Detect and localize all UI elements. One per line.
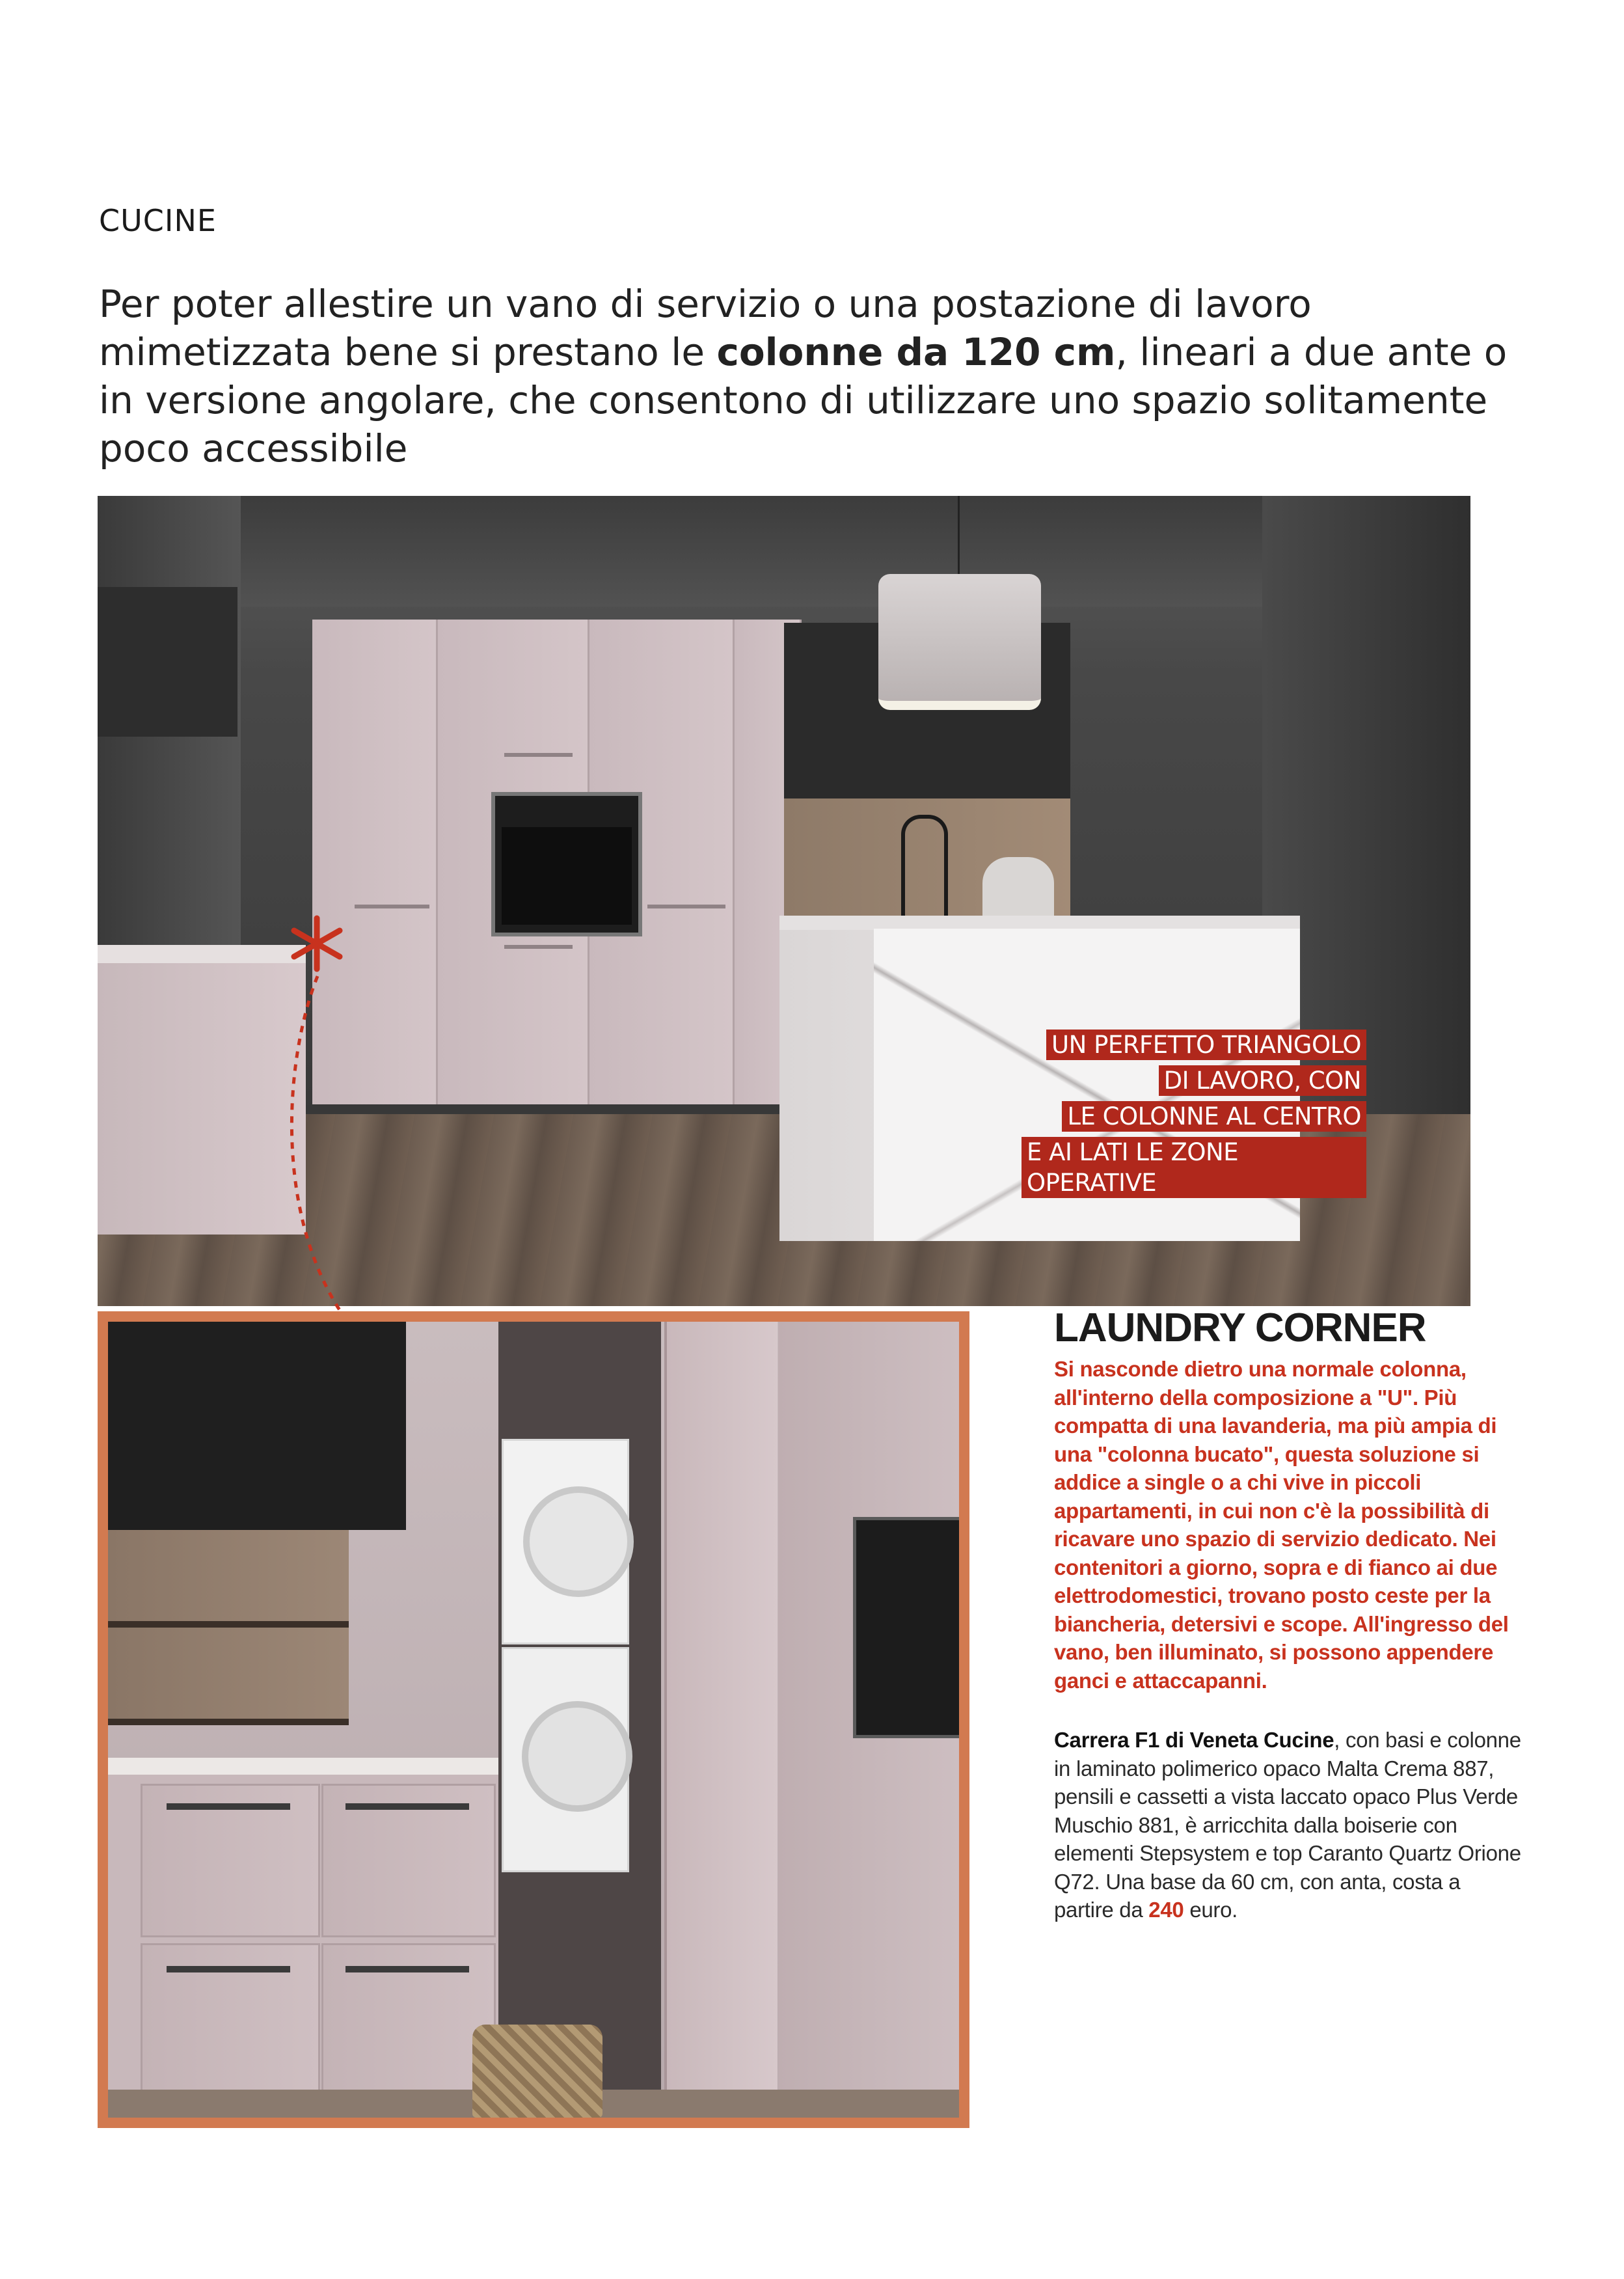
lead-bold: colonne da 120 cm xyxy=(716,330,1116,374)
hood-cable xyxy=(958,496,960,580)
cabinet-handle xyxy=(355,905,429,908)
column-door xyxy=(664,1322,778,2118)
tall-column xyxy=(312,620,438,1104)
cabinet-handle xyxy=(504,753,573,757)
lead-paragraph xyxy=(99,280,1530,472)
cabinet-handle xyxy=(504,945,573,949)
sidebar-body: Si nasconde dietro una normale colonna, all'interno della composizione a "U". Più compatta di una lavanderia, ma più ampia di una "colonna bucato", questa soluzione si addice a single o a chi vive in piccoli appartamenti, in cui non c'è la possibilità di ricavare uno spazio di servizio dedicato. Nei contenitori a giorno, sopra e di fianco ai due elettrodomestici, trovano posto ceste per la biancheria, detersivi e scope. All'ingresso del vano, ben illuminato, si possono appendere ganci e attaccapanni. xyxy=(1054,1357,1509,1693)
caption-product-name: Carrera F1 di Veneta Cucine xyxy=(1054,1728,1334,1752)
callout-line: E AI LATI LE ZONE OPERATIVE xyxy=(1022,1137,1366,1198)
range-hood xyxy=(878,574,1041,710)
upper-cabinet-left xyxy=(98,587,237,737)
built-in-oven xyxy=(853,1517,959,1738)
kitchen-photo xyxy=(98,496,1470,1306)
washing-machine xyxy=(502,1439,629,1644)
asterisk-icon xyxy=(288,914,346,973)
callout-line: LE COLONNE AL CENTRO xyxy=(1062,1101,1366,1132)
base-cabinets xyxy=(108,1758,498,2118)
upper-cabinet-dark xyxy=(108,1322,406,1530)
callout-line: UN PERFETTO TRIANGOLO xyxy=(1046,1030,1366,1060)
caption-price: 240 xyxy=(1148,1898,1184,1922)
photo-callout xyxy=(1022,1030,1366,1203)
laundry-basket xyxy=(472,2025,602,2118)
lead-text-1: Per poter allestire un vano di servizio o una postazione di lavoro mimetizzata bene si prestano le xyxy=(99,282,1312,374)
callout-line: DI LAVORO, CON xyxy=(1159,1065,1366,1096)
caption-text: , con basi e colonne in laminato polimerico opaco Malta Crema 887, pensili e cassetti a vista laccato opaco Plus Verde Muschio 881, è arricchita dalla boiserie con elementi Stepsystem e top Caranto Quartz Orione Q72. Una base da 60 cm, con anta, costa a partire da xyxy=(1054,1728,1521,1922)
laundry-photo xyxy=(98,1311,969,2128)
section-label: CUCINE xyxy=(99,203,217,238)
sidebar xyxy=(1054,1305,1522,1924)
sidebar-title: LAUNDRY CORNER xyxy=(1054,1305,1426,1350)
built-in-oven xyxy=(491,792,642,936)
open-shelving xyxy=(108,1530,349,1725)
cabinet-handle xyxy=(647,905,725,908)
lead-text-2: , lineari a due ante o in versione angolare, che consentono di utilizzare uno spazio solitamente poco accessibile xyxy=(99,330,1508,471)
product-caption xyxy=(1054,1726,1522,1924)
caption-end: euro. xyxy=(1184,1898,1238,1922)
counter-left xyxy=(98,945,306,1235)
dryer xyxy=(502,1647,629,1872)
